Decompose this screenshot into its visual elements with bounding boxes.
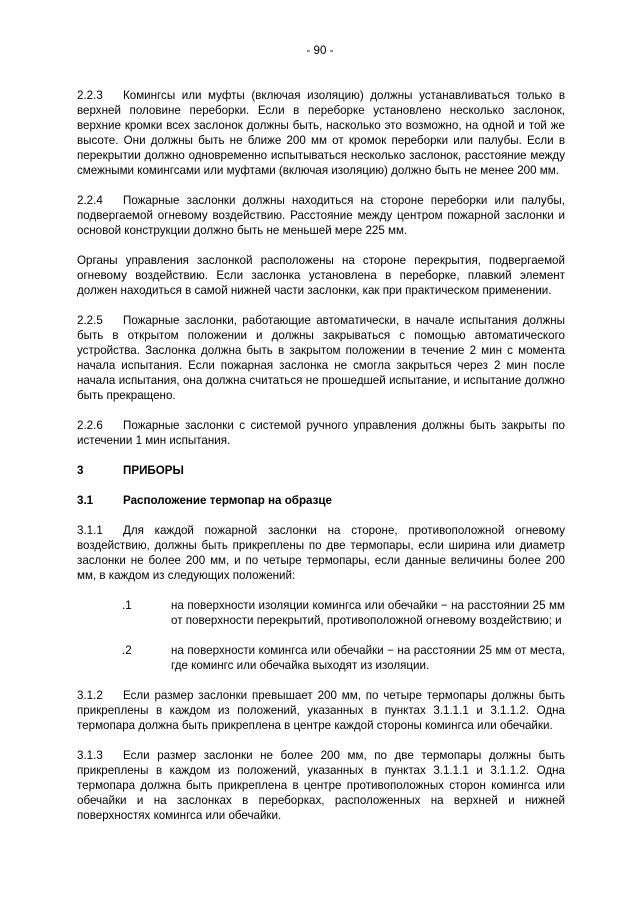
- paragraph-2-2-6: [77, 418, 565, 448]
- section-heading-3-1: [77, 493, 565, 508]
- paragraph-number: 2.2.4: [77, 194, 103, 207]
- paragraph-number: 2.2.5: [77, 314, 103, 327]
- paragraph-number: 3.1.1: [77, 524, 103, 537]
- paragraph-2-2-4: [77, 193, 565, 238]
- document-body: [77, 88, 565, 838]
- section-heading-3: [77, 463, 565, 478]
- page-number: - 90 -: [306, 44, 334, 57]
- subitem-number: .1: [122, 599, 132, 612]
- paragraph-2-2-5: [77, 313, 565, 403]
- heading-title: Расположение термопар на образце: [123, 494, 332, 507]
- paragraph-text: Пожарные заслонки, работающие автоматически, в начале испытания должны быть в открытом положении и должны закрываться с помощью автоматического устройства. Заслонка должна быть в закрытом положении в течение 2 мин с момента начала испытания. Если пожарная заслонка не смогла закрыться через 2 мин после начала испытания, она должна считаться не прошедшей испытание, и испытание должно быть прекращено.: [77, 314, 565, 402]
- paragraph-2-2-4-continued: Органы управления заслонкой расположены на стороне перекрытия, подвергаемой огневому воздействию. Если заслонка установлена в переборке, плавкий элемент должен находиться в самой нижней части заслонки, как при практическом применении.: [77, 254, 565, 297]
- heading-number: 3.1: [77, 494, 94, 507]
- subitem-1: [77, 598, 565, 628]
- paragraph-text: Для каждой пожарной заслонки на стороне, противоположной огневому воздействию, должны быть прикреплены по две термопары, если ширина или диаметр заслонки не более 200 мм, и по четыре термопары, если данные величины более 200 мм, в каждом из следующих положений:: [77, 524, 565, 582]
- subitem-2: [77, 643, 565, 673]
- paragraph-2-2-3: [77, 88, 565, 178]
- paragraph-number: 3.1.2: [77, 689, 103, 702]
- heading-number: 3: [77, 464, 84, 477]
- paragraph-text: Комингсы или муфты (включая изоляцию) должны устанавливаться только в верхней половине переборки. Если в переборке установлено несколько заслонок, верхние кромки всех заслонок должны быть, насколько это возможно, на одной и той же высоте. Они должны быть не ближе 200 мм от кромок переборки или палубы. Если в перекрытии должно одновременно испытываться несколько заслонок, расстояние между смежными комингсами или муфтами (включая изоляцию) должно быть не менее 200 мм.: [77, 89, 565, 177]
- paragraph-text: Пожарные заслонки должны находиться на стороне переборки или палубы, подвергаемой огневому воздействию. Расстояние между центром пожарной заслонки и основой конструкции должно быть не меньшей мере 225 мм.: [77, 194, 565, 237]
- paragraph-3-1-1: [77, 523, 565, 583]
- paragraph-3-1-3: [77, 748, 565, 823]
- heading-title: ПРИБОРЫ: [123, 464, 184, 477]
- paragraph-number: 3.1.3: [77, 749, 103, 762]
- paragraph-number: 2.2.3: [77, 89, 103, 102]
- subitem-text: на поверхности изоляции комингса или обечайки − на расстоянии 25 мм от поверхности перекрытий, противоположной огневому воздействию; и: [171, 599, 565, 627]
- subitem-text: на поверхности комингса или обечайки − на расстоянии 25 мм от места, где комингс или обечайка выходят из изоляции.: [171, 644, 565, 672]
- paragraph-number: 2.2.6: [77, 419, 103, 432]
- subitem-number: .2: [122, 644, 132, 657]
- paragraph-text: Если размер заслонки не более 200 мм, по две термопары должны быть прикреплены в каждом из положений, указанных в пунктах 3.1.1.1 и 3.1.1.2. Одна термопара должна быть прикреплена в центре противоположных сторон комингса или обечайки и на заслонках в переборках, расположенных на верхней и нижней поверхностях комингса или обечайки.: [77, 749, 565, 822]
- paragraph-text: Пожарные заслонки с системой ручного управления должны быть закрыты по истечении 1 мин испытания.: [77, 419, 565, 447]
- paragraph-3-1-2: [77, 688, 565, 733]
- paragraph-text: Если размер заслонки превышает 200 мм, по четыре термопары должны быть прикреплены в каждом из положений, указанных в пунктах 3.1.1.1 и 3.1.1.2. Одна термопара должна быть прикреплена в центре каждой стороны комингса или обечайки.: [77, 689, 565, 732]
